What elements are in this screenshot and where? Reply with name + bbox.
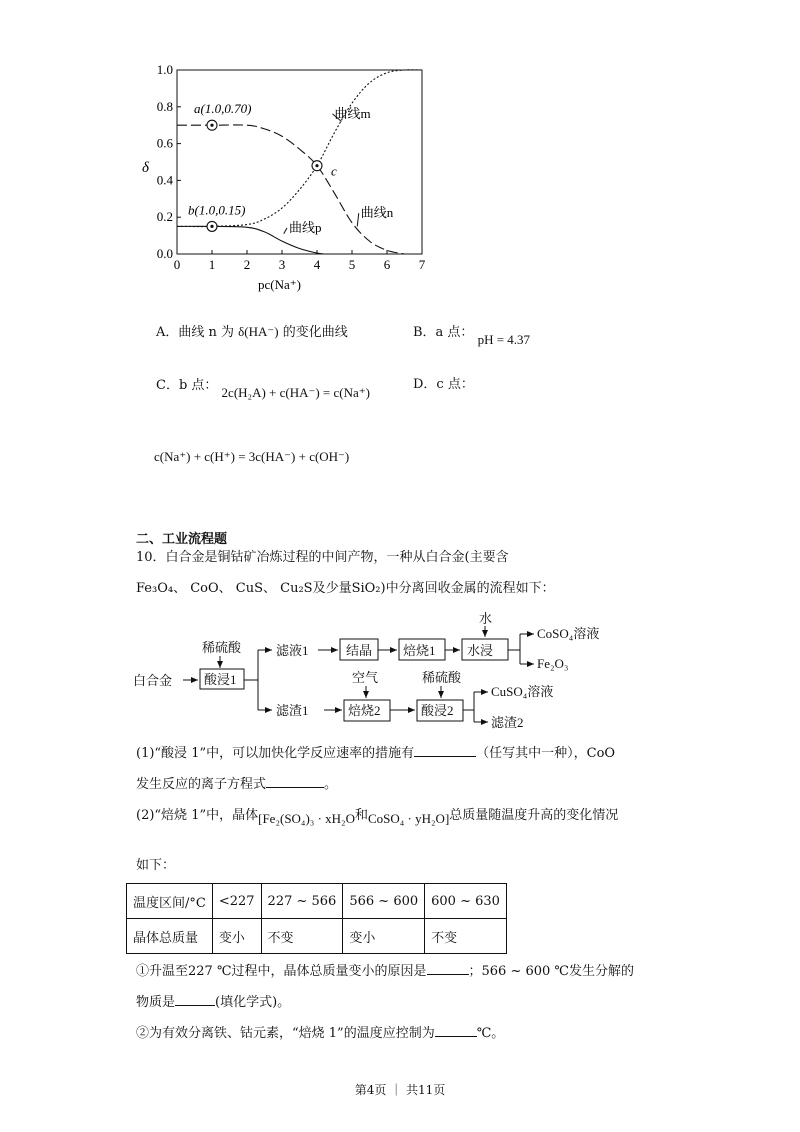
q1-line2	[136, 775, 337, 794]
table-cell: 不变	[425, 919, 507, 954]
option-a	[156, 323, 348, 342]
option-b	[413, 323, 531, 347]
table-header-cell: 600 ~ 630	[425, 884, 507, 919]
option-a-formula: δ(HA⁻)	[238, 324, 279, 339]
x-tick-label: 4	[313, 257, 321, 272]
curve-label: 曲线m	[334, 105, 371, 121]
flow-crystallize: 结晶	[346, 643, 373, 658]
point-label: a(1.0,0.70)	[194, 101, 252, 117]
flow-start-label: 白合金	[133, 673, 173, 688]
table-header-cell: 温度区间/°C	[127, 884, 213, 919]
flow-fe2o3: Fe₂O₃	[537, 656, 569, 671]
table-header-cell: 566 ~ 600	[343, 884, 425, 919]
x-tick-label: 0	[173, 257, 181, 272]
point-center	[315, 164, 318, 167]
point-center	[210, 225, 213, 228]
q2-line1	[136, 806, 618, 825]
option-a-suffix: 的变化曲线	[282, 325, 348, 340]
table-row	[127, 919, 507, 954]
q2-sub2-line	[136, 1024, 504, 1043]
option-b-prefix: B．a 点：	[413, 325, 474, 340]
flow-roast-1: 焙烧1	[403, 643, 436, 658]
section-title: 二、工业流程题	[136, 532, 228, 547]
curve-label: 曲线n	[360, 205, 394, 221]
q1-blank-2[interactable]	[266, 775, 324, 788]
q2-sub1-text-a: ①升温至227 ℃过程中，晶体总质量变小的原因是	[136, 964, 427, 979]
x-tick-label: 1	[208, 257, 216, 272]
flow-diagram	[0, 605, 800, 740]
table-header-cell: <227	[212, 884, 261, 919]
option-a-prefix: A．曲线 n 为	[156, 325, 235, 340]
option-d-prefix: D．c 点：	[413, 377, 474, 392]
q2-and: 和	[354, 808, 368, 823]
flow-coso4-solution: CoSO₄溶液	[537, 626, 600, 641]
q2-sub1-text-b: ；566 ~ 600 ℃发生分解的	[468, 964, 634, 979]
x-tick-label: 2	[243, 257, 251, 272]
q2-sub1-text-c: 物质是	[136, 995, 176, 1010]
q1-text-d: 。	[324, 777, 338, 792]
q1-text-c: 发生反应的离子方程式	[136, 777, 267, 792]
q2-sub1-blank-1[interactable]	[427, 962, 469, 975]
y-axis-label: δ	[142, 160, 149, 176]
point-label: b(1.0,0.15)	[188, 202, 246, 218]
temperature-table	[126, 883, 507, 954]
point-center	[210, 124, 213, 127]
option-c-prefix: C．b 点：	[156, 378, 218, 393]
option-c	[156, 376, 370, 400]
q10-stem-line2: Fe₃O₄、 CoO、 CuS、 Cu₂S及少量SiO₂)中分离回收金属的流程如下：	[136, 581, 555, 596]
q1-blank-1[interactable]	[414, 744, 476, 757]
q2-sub1-text-d: (填化学式)。	[215, 995, 291, 1010]
option-c-formula: 2c(H₂A) + c(HA⁻) = c(Na⁺)	[221, 385, 370, 400]
q10-stem-line1: 10．白合金是铜钴矿冶炼过程的中间产物，一种从白合金(主要含	[136, 550, 509, 565]
q1-line1	[136, 744, 615, 763]
table-header-cell: 227 ~ 566	[261, 884, 343, 919]
curve-label-leader	[357, 213, 359, 226]
y-tick-label: 0.0	[156, 246, 173, 261]
q2-sub2-text-b: ℃。	[476, 1026, 505, 1041]
y-tick-label: 0.4	[156, 172, 173, 188]
option-b-formula: pH = 4.37	[477, 332, 531, 347]
x-tick-label: 6	[383, 257, 391, 272]
y-tick-label: 0.8	[156, 98, 173, 114]
flow-water: 水	[479, 611, 493, 626]
y-tick-label: 0.2	[156, 209, 173, 225]
q1-text-a: (1)“酸浸 1”中，可以加快化学反应速率的措施有	[136, 746, 415, 761]
flow-reagent-1: 稀硫酸	[202, 640, 242, 655]
flow-cuso4-solution: CuSO₄溶液	[491, 684, 554, 699]
flow-residue-1: 滤渣1	[276, 703, 309, 718]
chart	[130, 55, 440, 305]
x-tick-label: 7	[418, 257, 426, 272]
table-cell: 晶体总质量	[127, 919, 213, 954]
q2-sub1-line1	[136, 962, 634, 981]
q2-formula-1: [Fe₂(SO₄)₃ · xH₂O	[258, 811, 355, 826]
q2-sub2-text-a: ②为有效分离铁、钴元素，“焙烧 1”的温度应控制为	[136, 1026, 435, 1041]
page-footer: 第4页 ｜ 共11页	[354, 1083, 446, 1097]
flow-air: 空气	[352, 670, 379, 685]
flow-residue-2: 滤渣2	[491, 715, 524, 730]
x-tick-label: 5	[348, 257, 356, 272]
flow-filtrate-1: 滤液1	[276, 643, 309, 658]
y-tick-label: 1.0	[156, 62, 173, 77]
flow-water-leach: 水浸	[467, 643, 494, 658]
q2-formula-2: CoSO₄ · yH₂O]	[367, 811, 450, 826]
flow-roast-2: 焙烧2	[348, 703, 381, 718]
q2-sub1-blank-2[interactable]	[175, 993, 215, 1006]
y-tick-label: 0.6	[156, 135, 173, 151]
table-cell: 不变	[261, 919, 343, 954]
q2-sub2-blank[interactable]	[435, 1024, 477, 1037]
flow-acid-leach-2: 酸浸2	[421, 703, 454, 718]
curve-label: 曲线p	[289, 219, 322, 235]
table-cell: 变小	[212, 919, 261, 954]
point-label: c	[331, 163, 337, 179]
option-d	[413, 376, 474, 394]
option-d-formula: c(Na⁺) + c(H⁺) = 3c(HA⁻) + c(OH⁻)	[154, 449, 350, 464]
x-axis-label: pc(Na⁺)	[258, 277, 301, 292]
q1-text-b: （任写其中一种），CoO	[476, 746, 616, 761]
q2-text-b: 总质量随温度升高的变化情况	[449, 808, 619, 823]
table-cell: 变小	[343, 919, 425, 954]
q2-sub1-line2	[136, 993, 290, 1012]
flow-reagent-2: 稀硫酸	[422, 670, 462, 685]
q2-line2: 如下：	[136, 858, 176, 873]
q2-text-a: (2)“焙烧 1”中，晶体	[136, 808, 259, 823]
table-header-row	[127, 884, 507, 919]
curve-label-leader	[284, 228, 287, 234]
x-tick-label: 3	[278, 257, 286, 272]
flow-acid-leach-1: 酸浸1	[204, 672, 237, 687]
